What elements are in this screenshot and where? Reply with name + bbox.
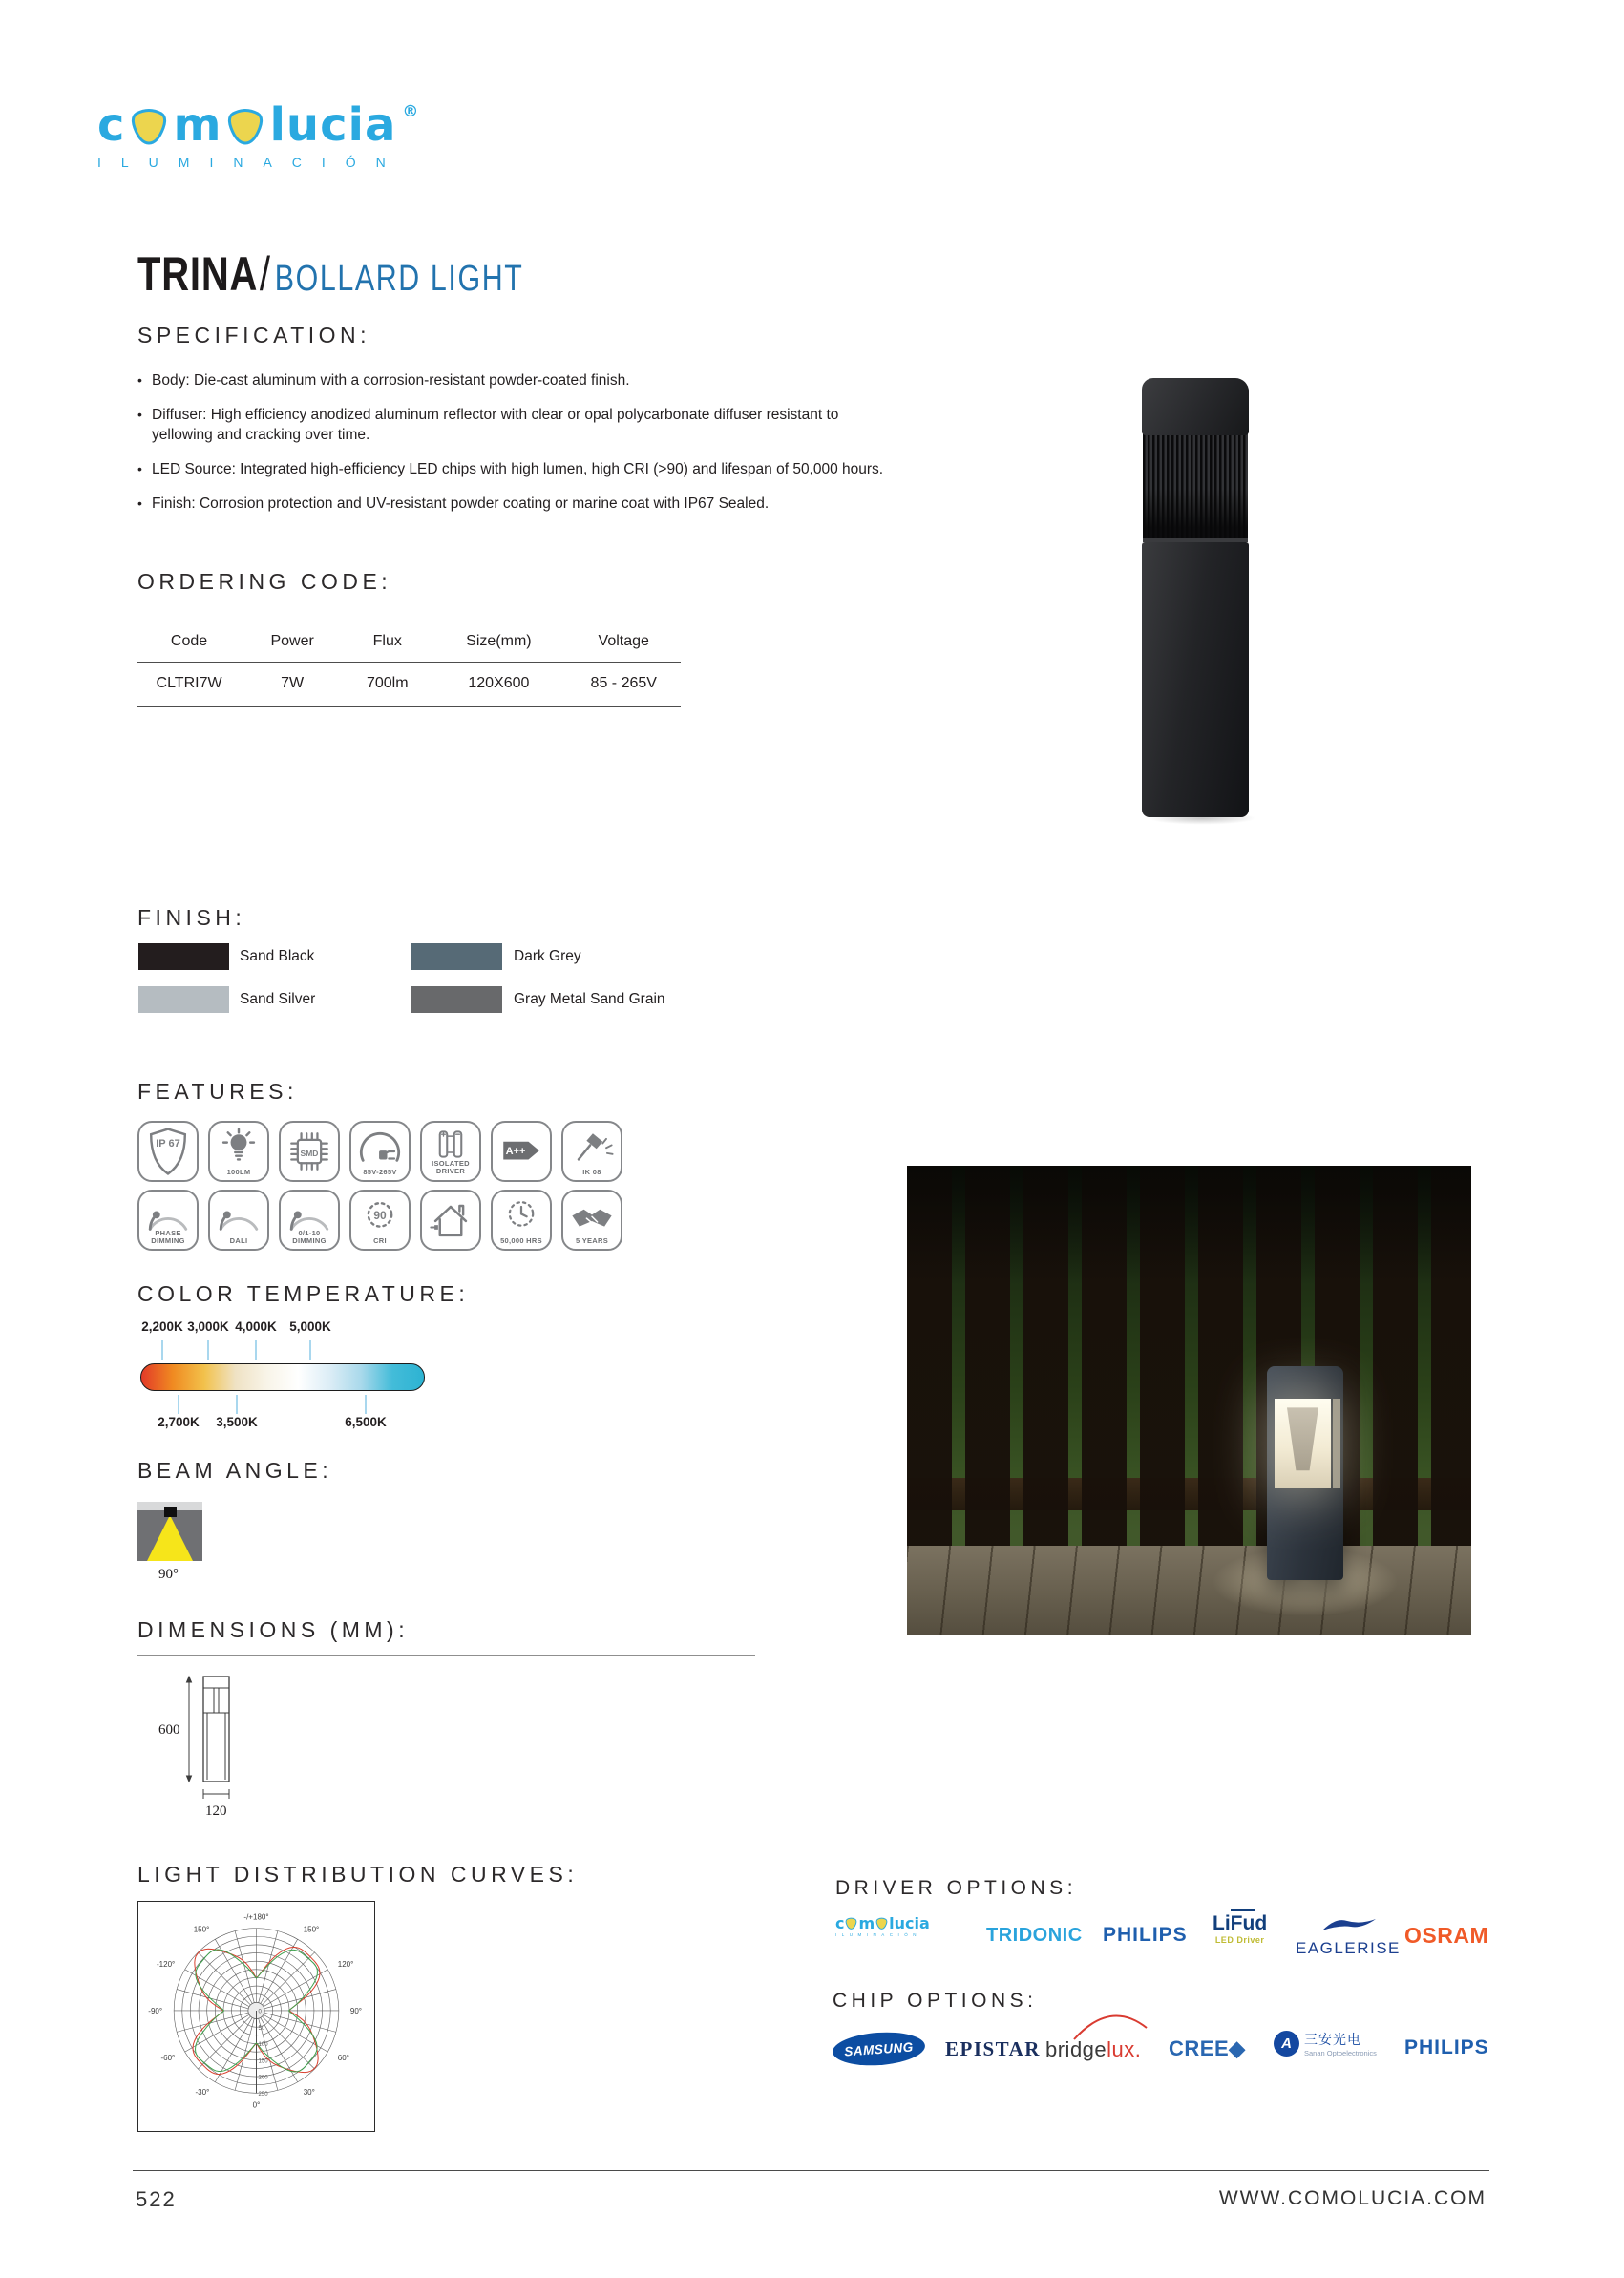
- beam-angle-value: 90°: [158, 1567, 179, 1582]
- finish-swatch: [138, 986, 229, 1013]
- spec-item: • LED Source: Integrated high-efficiency LED chips with high lumen, high CRI (>90) and lifespan of 50,000 hours.: [137, 460, 892, 480]
- isolated-driver-icon: ISOLATED DRIVER: [420, 1121, 481, 1182]
- finish-label: Dark Grey: [514, 948, 581, 964]
- logo-letter: lucia: [269, 98, 397, 152]
- light-distribution-heading: LIGHT DISTRIBUTION CURVES:: [137, 1862, 579, 1887]
- cell-size: 120X600: [468, 675, 530, 691]
- photo-fence-planks: [907, 1166, 1471, 1561]
- col-header: Size(mm): [466, 633, 532, 649]
- svg-text:0°: 0°: [252, 2100, 261, 2110]
- cct-label: 5,000K: [289, 1319, 331, 1334]
- specification-heading: SPECIFICATION:: [137, 323, 371, 348]
- features-section: [137, 1079, 672, 1270]
- cct-label: 4,000K: [235, 1319, 277, 1334]
- svg-text:-90°: -90°: [148, 2006, 163, 2015]
- ordering-code-table: [137, 625, 681, 707]
- brand-logo-bridgelux: bridgelux.: [1045, 2037, 1141, 2062]
- lifespan-clock-icon: 50,000 HRS: [491, 1190, 552, 1251]
- svg-text:-60°: -60°: [160, 2054, 176, 2063]
- cell-voltage: 85 - 265V: [590, 675, 657, 691]
- cct-tick: [161, 1340, 163, 1360]
- logo-letter: c: [97, 98, 126, 152]
- features-heading: FEATURES:: [137, 1079, 298, 1104]
- registered-mark: ®: [402, 102, 420, 121]
- cct-tick: [365, 1395, 367, 1414]
- brand-logo-samsung: SAMSUNG: [832, 2030, 926, 2069]
- color-temperature-heading: COLOR TEMPERATURE:: [137, 1281, 470, 1306]
- spec-item: • Body: Die-cast aluminum with a corrosion-resistant powder-coated finish.: [137, 371, 892, 391]
- table-header-row: [137, 625, 681, 663]
- finish-swatch: [411, 986, 502, 1013]
- logo-triangle-icon: [130, 107, 168, 145]
- beam-angle-heading: BEAM ANGLE:: [137, 1458, 333, 1483]
- finish-heading: FINISH:: [137, 905, 246, 930]
- lumen-bulb-icon: 100LM: [208, 1121, 269, 1182]
- finish-swatch: [138, 943, 229, 970]
- brand-logo-eaglerise: EAGLERISE: [1296, 1915, 1401, 1958]
- photo-bollard: [1267, 1366, 1343, 1580]
- svg-text:60°: 60°: [337, 2054, 349, 2063]
- cct-label: 6,500K: [345, 1415, 387, 1429]
- bridgelux-arc-icon: [1072, 2007, 1158, 2041]
- finish-label: Gray Metal Sand Grain: [514, 991, 665, 1007]
- svg-text:250: 250: [258, 2091, 268, 2098]
- chip-options-section: [833, 1990, 1510, 2104]
- chip-options-heading: CHIP OPTIONS:: [833, 1990, 1038, 2012]
- cell-flux: 700lm: [366, 675, 409, 691]
- brand-logo-philips: PHILIPS: [1103, 1924, 1188, 1946]
- website-url: WWW.COMOLUCIA.COM: [1218, 2187, 1487, 2209]
- svg-text:90°: 90°: [349, 2006, 363, 2015]
- col-header: Power: [270, 633, 314, 649]
- svg-text:50: 50: [258, 2025, 265, 2032]
- ordering-code-section: [137, 569, 681, 707]
- brand-logo-comolucia: c m lucia ILUMINACIÓN: [835, 1914, 930, 1938]
- svg-text:200: 200: [258, 2075, 268, 2081]
- logo-triangle-icon: [875, 1917, 888, 1930]
- svg-text:30°: 30°: [303, 2088, 315, 2098]
- cct-label: 3,500K: [216, 1415, 258, 1429]
- svg-text:-120°: -120°: [157, 1959, 176, 1969]
- features-row-1: [137, 1121, 622, 1182]
- photo-bollard-window: [1275, 1399, 1331, 1488]
- finish-section: [137, 905, 901, 1029]
- brand-logo-epistar: EPISTAR: [945, 2037, 1041, 2060]
- col-header: Code: [170, 633, 208, 649]
- cell-power: 7W: [281, 675, 305, 691]
- cri-icon: 90 CRI: [349, 1190, 411, 1251]
- specification-section: [137, 323, 892, 529]
- specification-list: [137, 371, 892, 515]
- brand-tagline: ILUMINACIÓN: [97, 155, 406, 171]
- brand-logo-lifud: LiFud LED Driver: [1213, 1913, 1267, 1945]
- brand-logo-cree: CREE◆: [1169, 2036, 1246, 2060]
- svg-text:-/+180°: -/+180°: [243, 1912, 269, 1922]
- product-image: [1125, 374, 1268, 833]
- dimensions-section: [137, 1617, 768, 1837]
- eagle-swoosh-icon: [1315, 1915, 1381, 1934]
- cct-tick: [255, 1340, 257, 1360]
- cct-gradient-bar: [140, 1363, 425, 1391]
- light-distribution-section: [137, 1862, 672, 2148]
- cct-label: 3,000K: [187, 1319, 229, 1334]
- logo-letter: m: [173, 98, 222, 152]
- sanan-mark-icon: A: [1274, 2031, 1299, 2057]
- logo-triangle-icon: [845, 1917, 857, 1930]
- driver-options-section: [835, 1877, 1504, 1982]
- driver-options-heading: DRIVER OPTIONS:: [835, 1877, 1078, 1899]
- cree-diamond-icon: ◆: [1229, 2036, 1246, 2060]
- title-block: [137, 246, 621, 302]
- svg-text:150: 150: [258, 2058, 268, 2065]
- spec-item: • Finish: Corrosion protection and UV-resistant powder coating or marine coat with IP67 Sealed.: [137, 495, 892, 515]
- light-distribution-chart: [137, 1901, 375, 2132]
- section-rule: [137, 1655, 755, 1656]
- features-row-2: [137, 1190, 622, 1251]
- cct-tick: [207, 1340, 209, 1360]
- application-photo: [907, 1166, 1471, 1635]
- impact-rating-icon: IK 08: [561, 1121, 622, 1182]
- phase-dimming-icon: PHASE DIMMING: [137, 1190, 199, 1251]
- col-header: Flux: [372, 633, 402, 649]
- svg-text:-150°: -150°: [191, 1925, 210, 1934]
- smd-chip-icon: SMD: [279, 1121, 340, 1182]
- dimension-drawing: [141, 1667, 285, 1834]
- footer-rule: [133, 2170, 1489, 2171]
- brand-logo-philips-chip: PHILIPS: [1404, 2036, 1489, 2058]
- brand-logo-sanan: A 三安光电 Sanan Optoelectronics: [1274, 2030, 1377, 2057]
- finish-label: Sand Black: [240, 948, 315, 964]
- finish-label: Sand Silver: [240, 991, 316, 1007]
- energy-class-icon: A++: [491, 1121, 552, 1182]
- col-header: Voltage: [598, 633, 649, 649]
- ordering-code-heading: ORDERING CODE:: [137, 569, 392, 594]
- brand-logo-tridonic: TRIDONIC: [986, 1925, 1083, 1946]
- ip67-shield-icon: IP 67: [137, 1121, 199, 1182]
- beam-angle-section: [137, 1458, 424, 1592]
- brand-logo-osram: OSRAM: [1404, 1923, 1489, 1948]
- voltage-range-icon: 85V-265V: [349, 1121, 411, 1182]
- spec-item: • Diffuser: High efficiency anodized aluminum reflector with clear or opal polycarbonate diffuser resistant to yellowing and cracking over time.: [137, 406, 892, 446]
- table-row: [137, 663, 681, 707]
- product-name: TRINA: [137, 247, 259, 301]
- svg-text:120°: 120°: [337, 1959, 354, 1969]
- cct-tick: [236, 1395, 238, 1414]
- indoor-outdoor-house-icon: [420, 1190, 481, 1251]
- page-number: 522: [136, 2187, 177, 2211]
- color-temperature-section: [137, 1281, 634, 1444]
- brand-logo: [97, 98, 420, 171]
- svg-text:120: 120: [205, 1803, 227, 1819]
- cct-label: 2,200K: [141, 1319, 183, 1334]
- svg-text:600: 600: [158, 1722, 180, 1738]
- cct-tick: [178, 1395, 179, 1414]
- brand-wordmark: [97, 98, 420, 152]
- svg-text:150°: 150°: [303, 1925, 320, 1934]
- title-separator: /: [259, 247, 270, 301]
- finish-swatch: [411, 943, 502, 970]
- beam-angle-icon: [137, 1502, 202, 1561]
- dali-dimming-icon: DALI: [208, 1190, 269, 1251]
- logo-triangle-icon: [226, 107, 264, 145]
- cct-tick: [309, 1340, 311, 1360]
- cct-label: 2,700K: [158, 1415, 200, 1429]
- product-category: BOLLARD LIGHT: [274, 259, 524, 299]
- cell-code: CLTRI7W: [156, 675, 222, 691]
- warranty-handshake-icon: 5 YEARS: [561, 1190, 622, 1251]
- 0-1-10-dimming-icon: 0/1-10 DIMMING: [279, 1190, 340, 1251]
- svg-text:100: 100: [258, 2042, 268, 2049]
- svg-text:-30°: -30°: [195, 2088, 210, 2098]
- dimensions-heading: DIMENSIONS (MM):: [137, 1617, 410, 1642]
- svg-text:0: 0: [258, 2009, 262, 2015]
